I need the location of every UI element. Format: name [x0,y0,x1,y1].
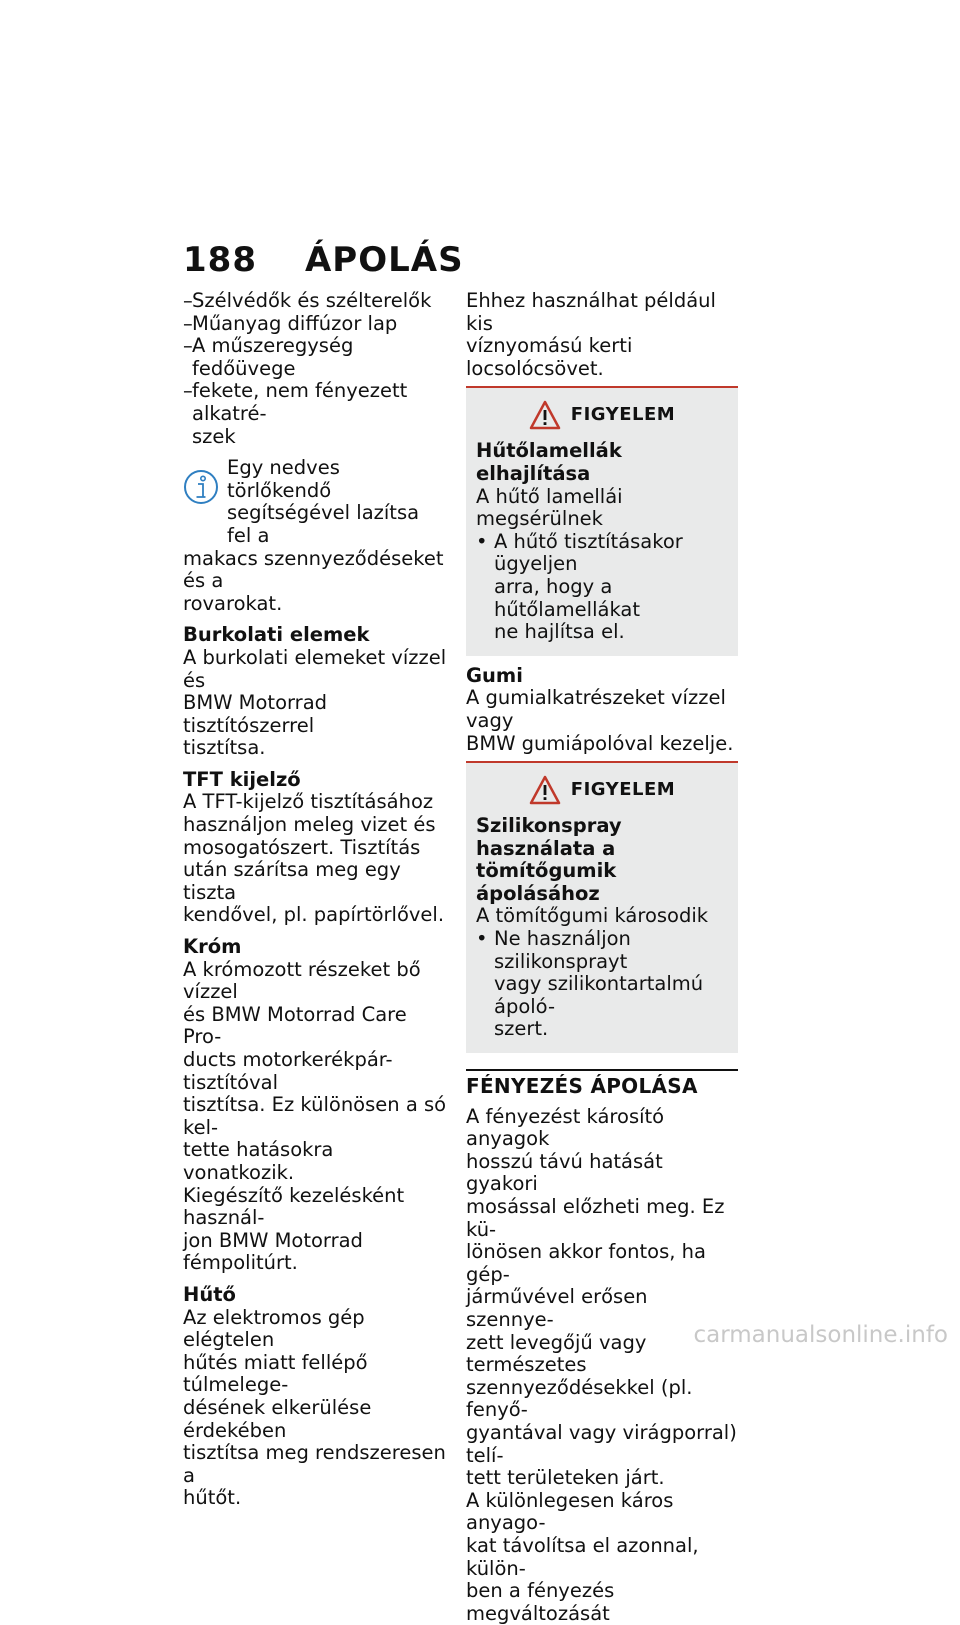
section-heading: Gumi [466,663,523,687]
list-item: – fekete, nem fényezett alkatré- [183,379,408,425]
text-line: BMW gumiápolóval kezelje. [466,731,734,755]
note-line: Egy nedves törlőkendő [227,456,340,502]
text-line: hűtőt. [183,1486,242,1510]
warning-box [466,388,738,655]
note-line: segítségével lazítsa fel a [227,501,420,547]
text-line: BMW Motorrad tisztítószerrel [183,691,328,737]
section-tft [183,769,449,927]
text-line: használjon meleg vizet és [183,813,436,837]
text-line: A fényezést károsító anyagok [466,1104,665,1151]
warning-header [476,398,728,432]
text-line: tisztítsa. [183,736,266,760]
list-item-continuation: szek [192,424,236,448]
text-line: A TFT-kijelző tisztításához [183,790,434,814]
warning-title: Hűtőlamellák elhajlítása [476,439,622,485]
text-line: és BMW Motorrad Care Pro- [183,1002,407,1049]
warning-title: tömítőgumik ápolásához [476,859,617,905]
section-paint-care [466,1075,738,1625]
text-line: víznyomású kerti locsolócsövet. [466,334,633,380]
warning-title: Szilikonspray használata a [476,814,622,860]
note-line: makacs szennyeződéseket és a [183,546,444,593]
intro [466,290,738,380]
section-body-panels [183,624,449,760]
text-line: tisztítsa meg rendszeresen a [183,1441,446,1487]
text-line: Az elektromos gép elégtelen [183,1305,365,1352]
section-radiator [183,1284,449,1510]
bullet-continuation: szert. [494,1017,549,1041]
text-line: kat távolítsa el azonnal, külön- [466,1533,699,1580]
right-column [466,290,738,1625]
warning-subtitle: A tömítőgumi károsodik [476,904,709,928]
bullet-continuation: vagy szilikontartalmú ápoló- [494,972,704,1018]
warning-subtitle: A hűtő lamellái megsérülnek [476,484,623,531]
section-heading: Hűtő [183,1282,236,1306]
info-note [183,457,449,615]
text-line: gyantával vagy virágporral) telí- [466,1420,737,1467]
page-header [183,240,464,280]
text-line: ben a fényezés megváltozását [466,1579,615,1625]
text-line: tette hatásokra vonatkozik. [183,1138,334,1184]
info-icon [183,469,219,505]
bullet-continuation: ne hajlítsa el. [494,620,625,644]
cleaning-list [183,290,449,448]
text-line: Ehhez használhat például kis [466,289,716,335]
list-item: – A műszeregység fedőüvege [183,334,354,380]
warning-label: FIGYELEM [570,404,676,426]
section-heading: Burkolati elemek [183,623,370,647]
section-heading: FÉNYEZÉS ÁPOLÁSA [466,1074,698,1099]
text-line: Kiegészítő kezelésként használ- [183,1183,405,1230]
text-line: hűtés miatt fellépő túlmelege- [183,1350,368,1397]
text-line: szennyeződésekkel (pl. fenyő- [466,1375,693,1422]
watermark[interactable]: carmanualsonline.info [693,1322,948,1348]
section-divider [466,1069,738,1071]
warning-header [476,773,728,807]
list-item: – Műanyag diffúzor lap [183,311,398,335]
text-line: zett levegőjű vagy természetes [466,1330,647,1377]
section-chrome [183,936,449,1275]
text-line: kendővel, pl. papírtörlővel. [183,903,445,927]
page-title: ÁPOLÁS [304,240,464,280]
text-line: mosogatószert. Tisztítás [183,835,421,859]
text-line: járművével erősen szennye- [466,1285,648,1331]
text-line: mosással előzheti meg. Ez kü- [466,1195,725,1241]
text-line: lönösen akkor fontos, ha gép- [466,1240,706,1286]
section-rubber [466,665,738,755]
text-line: jon BMW Motorrad fémpolitúrt. [183,1228,363,1275]
text-line: désének elkerülése érdekében [183,1395,372,1442]
text-line: A gumialkatrészeket vízzel vagy [466,686,726,732]
text-line: tett területeken járt. [466,1466,665,1490]
warning-triangle-icon [529,775,561,805]
warning-label: FIGYELEM [570,778,676,800]
text-line: A különlegesen káros anyago- [466,1488,674,1535]
page-number: 188 [183,240,257,280]
section-heading: Króm [183,935,242,959]
text-line: A krómozott részeket bő vízzel [183,957,421,1004]
bullet-item: • A hűtő tisztításakor ügyeljen [476,529,683,576]
bullet-continuation: arra, hogy a hűtőlamellákat [494,574,640,621]
text-line: A burkolati elemeket vízzel és [183,645,447,692]
text-line: hosszú távú hatását gyakori [466,1149,663,1196]
left-column [183,290,449,1510]
note-line: rovarokat. [183,591,283,615]
list-item: – Szélvédők és szélterelők [183,289,432,312]
text-line: tisztítsa. Ez különösen a só kel- [183,1093,447,1139]
section-heading: TFT kijelző [183,767,301,791]
text-line: után szárítsa meg egy tiszta [183,858,401,904]
warning-box [466,763,738,1053]
text-line: ducts motorkerékpár-tisztítóval [183,1048,393,1094]
bullet-item: • Ne használjon szilikonsprayt [476,927,631,973]
warning-triangle-icon [529,400,561,430]
